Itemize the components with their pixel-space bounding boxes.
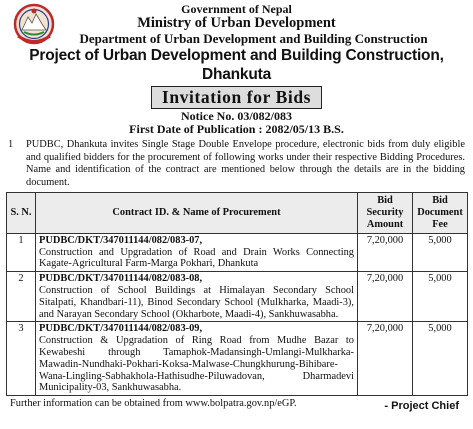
row-sn: 2 xyxy=(7,272,36,322)
intro-paragraph xyxy=(6,139,467,189)
intro-text: PUDBC, Dhankuta invites Single Stage Double Envelope procedure, electronic bids from duly eligible and qualified bidders for the procurement of following works under their respective Bidding Procedures. Name and identification of the contract are mentioned below through the details are in the bidding document. xyxy=(26,139,465,188)
table-row xyxy=(7,322,468,396)
bids-table xyxy=(6,192,468,396)
nepal-emblem-icon xyxy=(12,3,56,45)
contract-name: Construction & Upgradation of Ring Road from Mudhe Bazar to Kewabeshi through Tamaphok-Madansingh-Umlangi-Mulkharka-Mawadin-Nundhaki-Pokhari-Koksa-Malwase-Chungkhurung-Bihibare-Wana-Lingling-Sabhakhola-Hathisudhe-Piluwadovan, Dharmadevi Municipality-03, Sankhuwasabha. xyxy=(39,335,354,394)
row-fee: 5,000 xyxy=(413,233,468,271)
department-name: Department of Urban Development and Building Construction xyxy=(79,31,428,46)
row-security: 7,20,000 xyxy=(358,272,413,322)
footer xyxy=(6,398,467,412)
contract-id: PUDBC/DKT/347011144/082/083-09, xyxy=(39,323,203,335)
intro-number: 1 xyxy=(8,139,14,150)
contract-id: PUDBC/DKT/347011144/082/083-07, xyxy=(39,234,203,246)
row-fee: 5,000 xyxy=(413,272,468,322)
publication-date: First Date of Publication : 2082/05/13 B.S. xyxy=(129,122,344,136)
row-security: 7,20,000 xyxy=(358,322,413,396)
contract-name: Construction and Upgradation of Road and Drain Works Connecting Kagate-Agricultural Farm-Marga Pokhari, Dhankuta xyxy=(39,246,354,270)
project-name: Project of Urban Development and Building Construction, Dhankuta xyxy=(29,47,444,83)
contract-name: Construction of School Buildings at Himalayan Secondary School Sitalpati, Khandbari-11), Binod Secondary School (Mulkharka, Maadi-3), and Narayan Secondary School (Okharbote, Maadi-4), Sankhuwasabha. xyxy=(39,284,354,320)
government-name: Government of Nepal xyxy=(181,2,292,16)
row-contract xyxy=(36,233,358,271)
header xyxy=(6,3,467,84)
row-fee: 5,000 xyxy=(413,322,468,396)
row-contract xyxy=(36,322,358,396)
signature: - Project Chief xyxy=(384,400,459,413)
contract-id: PUDBC/DKT/347011144/082/083-08, xyxy=(39,273,203,285)
row-security: 7,20,000 xyxy=(358,233,413,271)
table-header-row xyxy=(7,193,468,233)
notice-number: Notice No. 03/082/083 xyxy=(181,109,292,123)
header-fee: Bid Document Fee xyxy=(413,193,468,233)
table-row xyxy=(7,272,468,322)
header-contract: Contract ID. & Name of Procurement xyxy=(36,193,358,233)
table-row xyxy=(7,233,468,271)
row-contract xyxy=(36,272,358,322)
header-security: Bid Security Amount xyxy=(358,193,413,233)
banner-wrapper xyxy=(6,86,467,109)
ministry-name: Ministry of Urban Development xyxy=(137,15,336,31)
further-info: Further information can be obtained from www.bolpatra.gov.np/eGP. xyxy=(10,398,297,410)
header-sn: S. N. xyxy=(7,193,36,233)
row-sn: 3 xyxy=(7,322,36,396)
row-sn: 1 xyxy=(7,233,36,271)
invitation-banner: Invitation for Bids xyxy=(151,86,322,109)
